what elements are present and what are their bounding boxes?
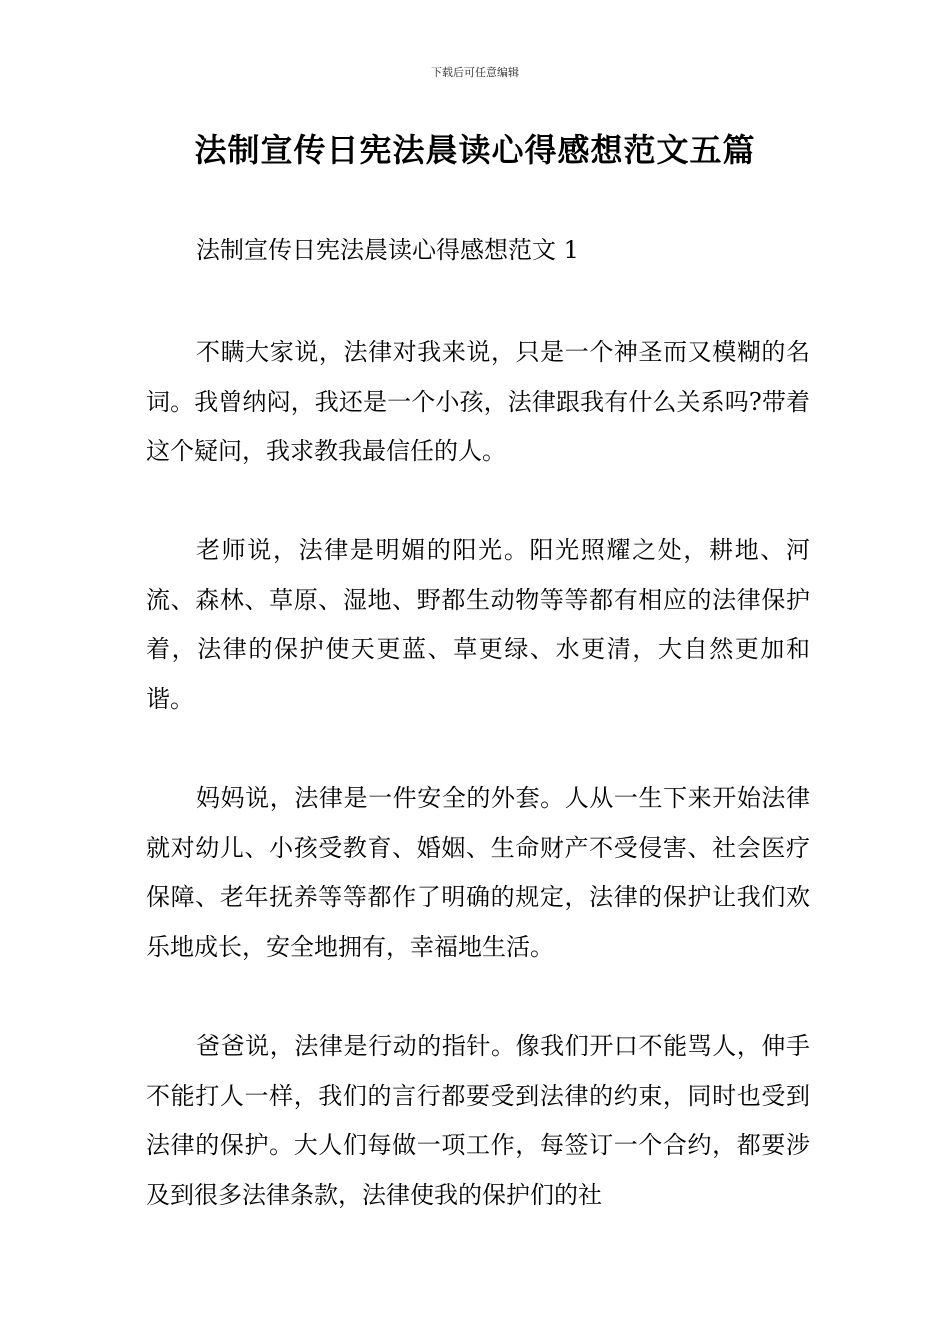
paragraph-2: 老师说，法律是明媚的阳光。阳光照耀之处，耕地、河流、森林、草原、湿地、野都生动物等等都有相应的法律保护着，法律的保护使天更蓝、草更绿、水更清，大自然更加和谐。 xyxy=(146,536,810,713)
section-heading: 法制宣传日宪法晨读心得感想范文 1 xyxy=(196,236,579,264)
paragraph-3: 妈妈说，法律是一件安全的外套。人从一生下来开始法律就对幼儿、小孩受教育、婚姻、生命财产不受侵害、社会医疗保障、老年抚养等等都作了明确的规定，法律的保护让我们欢乐地成长，安全地拥有，幸福地生活。 xyxy=(146,784,810,961)
paragraph-1: 不瞒大家说，法律对我来说，只是一个神圣而又模糊的名词。我曾纳闷，我还是一个小孩，法律跟我有什么关系吗?带着这个疑问，我求教我最信任的人。 xyxy=(146,338,810,465)
header-note: 下载后可任意编辑 xyxy=(431,66,519,79)
page-title: 法制宣传日宪法晨读心得感想范文五篇 xyxy=(194,131,756,169)
paragraph-4: 爸爸说，法律是行动的指针。像我们开口不能骂人，伸手不能打人一样，我们的言行都要受到法律的约束，同时也受到法律的保护。大人们每做一项工作，每签订一个合约，都要涉及到很多法律条款，法律使我的保护们的社 xyxy=(146,1032,810,1209)
